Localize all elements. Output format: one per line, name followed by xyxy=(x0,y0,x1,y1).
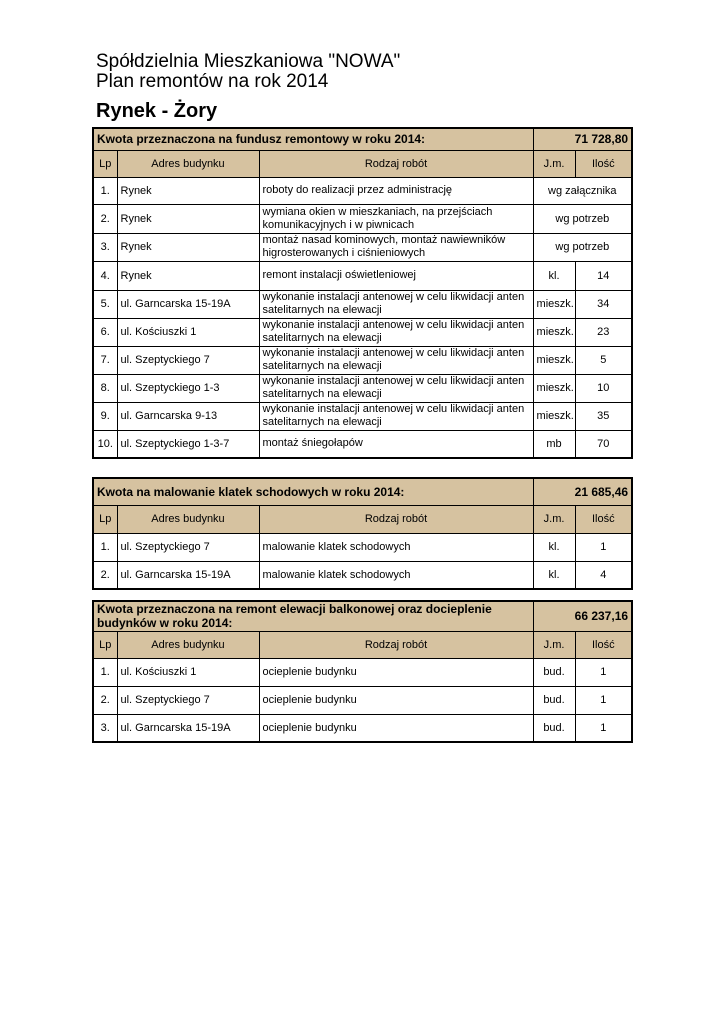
cell-ilosc: 70 xyxy=(575,430,632,458)
organization-name: Spółdzielnia Mieszkaniowa "NOWA" xyxy=(96,51,401,72)
column-header-row xyxy=(93,150,632,177)
cell-jm: wg załącznika xyxy=(533,177,632,204)
section-title-row xyxy=(93,601,632,631)
cell-jm: mieszk. xyxy=(533,346,575,374)
section-title: Kwota na malowanie klatek schodowych w roku 2014: xyxy=(93,478,533,505)
cell-rodzaj: malowanie klatek schodowych xyxy=(259,533,533,561)
cell-lp: 1. xyxy=(93,533,117,561)
table-row xyxy=(93,318,632,346)
cell-rodzaj: montaż nasad kominowych, montaż nawiewników higrosterowanych i ciśnieniowych xyxy=(259,233,533,261)
cell-lp: 9. xyxy=(93,402,117,430)
cell-ilosc: 1 xyxy=(575,658,632,686)
cell-ilosc: 4 xyxy=(575,561,632,589)
cell-adres: ul. Szeptyckiego 1-3 xyxy=(117,374,259,402)
cell-ilosc: 35 xyxy=(575,402,632,430)
cell-jm: mieszk. xyxy=(533,374,575,402)
section-table-fundusz-remontowy xyxy=(92,127,633,459)
table-row xyxy=(93,290,632,318)
cell-lp: 3. xyxy=(93,714,117,742)
section-title: Kwota przeznaczona na fundusz remontowy w roku 2014: xyxy=(93,128,533,150)
cell-ilosc: 34 xyxy=(575,290,632,318)
cell-adres: Rynek xyxy=(117,204,259,233)
cell-jm: mieszk. xyxy=(533,318,575,346)
cell-adres: ul. Garncarska 9-13 xyxy=(117,402,259,430)
cell-lp: 6. xyxy=(93,318,117,346)
cell-rodzaj: ocieplenie budynku xyxy=(259,686,533,714)
table-row xyxy=(93,533,632,561)
cell-rodzaj: ocieplenie budynku xyxy=(259,714,533,742)
section-amount: 66 237,16 xyxy=(533,601,632,631)
cell-lp: 10. xyxy=(93,430,117,458)
cell-adres: ul. Kościuszki 1 xyxy=(117,318,259,346)
cell-lp: 8. xyxy=(93,374,117,402)
cell-ilosc: 10 xyxy=(575,374,632,402)
col-header-ilosc: Ilość xyxy=(575,505,632,533)
column-header-row xyxy=(93,505,632,533)
col-header-adres: Adres budynku xyxy=(117,505,259,533)
cell-adres: ul. Szeptyckiego 7 xyxy=(117,346,259,374)
table-row xyxy=(93,346,632,374)
section-table-elewacja-docieplenie xyxy=(92,600,633,743)
cell-rodzaj: wykonanie instalacji antenowej w celu likwidacji anten satelitarnych na elewacji xyxy=(259,318,533,346)
section-title-row xyxy=(93,478,632,505)
cell-ilosc: 14 xyxy=(575,261,632,290)
cell-rodzaj: wykonanie instalacji antenowej w celu likwidacji anten satelitarnych na elewacji xyxy=(259,374,533,402)
col-header-jm: J.m. xyxy=(533,505,575,533)
section-title: Kwota przeznaczona na remont elewacji balkonowej oraz docieplenie budynków w roku 2014: xyxy=(93,601,533,631)
table-row xyxy=(93,686,632,714)
col-header-ilosc: Ilość xyxy=(575,631,632,658)
cell-rodzaj: wykonanie instalacji antenowej w celu likwidacji anten satelitarnych na elewacji xyxy=(259,346,533,374)
cell-ilosc: 1 xyxy=(575,686,632,714)
col-header-lp: Lp xyxy=(93,631,117,658)
plan-title: Plan remontów na rok 2014 xyxy=(96,71,329,92)
cell-ilosc: 1 xyxy=(575,533,632,561)
cell-jm: kl. xyxy=(533,261,575,290)
table-row xyxy=(93,658,632,686)
table-row xyxy=(93,374,632,402)
col-header-adres: Adres budynku xyxy=(117,150,259,177)
col-header-rodzaj: Rodzaj robót xyxy=(259,150,533,177)
cell-jm: mieszk. xyxy=(533,290,575,318)
cell-lp: 2. xyxy=(93,204,117,233)
cell-rodzaj: montaż śniegołapów xyxy=(259,430,533,458)
cell-rodzaj: roboty do realizacji przez administrację xyxy=(259,177,533,204)
table-row xyxy=(93,402,632,430)
cell-rodzaj: ocieplenie budynku xyxy=(259,658,533,686)
cell-jm: bud. xyxy=(533,658,575,686)
cell-jm: wg potrzeb xyxy=(533,233,632,261)
section-amount: 71 728,80 xyxy=(533,128,632,150)
cell-jm: mb xyxy=(533,430,575,458)
cell-jm: bud. xyxy=(533,686,575,714)
cell-adres: ul. Garncarska 15-19A xyxy=(117,290,259,318)
col-header-jm: J.m. xyxy=(533,150,575,177)
location-title: Rynek - Żory xyxy=(96,100,218,122)
cell-rodzaj: malowanie klatek schodowych xyxy=(259,561,533,589)
cell-lp: 2. xyxy=(93,561,117,589)
cell-rodzaj: remont instalacji oświetleniowej xyxy=(259,261,533,290)
section-table-malowanie-klatek xyxy=(92,477,633,590)
cell-jm: wg potrzeb xyxy=(533,204,632,233)
col-header-rodzaj: Rodzaj robót xyxy=(259,505,533,533)
cell-rodzaj: wymiana okien w mieszkaniach, na przejściach komunikacyjnych i w piwnicach xyxy=(259,204,533,233)
table-row xyxy=(93,430,632,458)
cell-ilosc: 1 xyxy=(575,714,632,742)
col-header-lp: Lp xyxy=(93,505,117,533)
table-row xyxy=(93,561,632,589)
section-amount: 21 685,46 xyxy=(533,478,632,505)
table-row xyxy=(93,204,632,233)
section-title-row xyxy=(93,128,632,150)
cell-lp: 3. xyxy=(93,233,117,261)
cell-adres: ul. Garncarska 15-19A xyxy=(117,714,259,742)
cell-adres: Rynek xyxy=(117,233,259,261)
cell-adres: ul. Szeptyckiego 7 xyxy=(117,533,259,561)
cell-jm: kl. xyxy=(533,561,575,589)
cell-lp: 1. xyxy=(93,658,117,686)
cell-rodzaj: wykonanie instalacji antenowej w celu likwidacji anten satelitarnych na elewacji xyxy=(259,402,533,430)
col-header-jm: J.m. xyxy=(533,631,575,658)
col-header-rodzaj: Rodzaj robót xyxy=(259,631,533,658)
cell-lp: 5. xyxy=(93,290,117,318)
cell-adres: ul. Szeptyckiego 7 xyxy=(117,686,259,714)
cell-adres: Rynek xyxy=(117,177,259,204)
cell-jm: kl. xyxy=(533,533,575,561)
col-header-ilosc: Ilość xyxy=(575,150,632,177)
cell-adres: Rynek xyxy=(117,261,259,290)
col-header-adres: Adres budynku xyxy=(117,631,259,658)
cell-jm: bud. xyxy=(533,714,575,742)
cell-adres: ul. Szeptyckiego 1-3-7 xyxy=(117,430,259,458)
cell-adres: ul. Kościuszki 1 xyxy=(117,658,259,686)
col-header-lp: Lp xyxy=(93,150,117,177)
cell-jm: mieszk. xyxy=(533,402,575,430)
cell-lp: 1. xyxy=(93,177,117,204)
document-header xyxy=(96,52,400,122)
cell-lp: 2. xyxy=(93,686,117,714)
cell-rodzaj: wykonanie instalacji antenowej w celu likwidacji anten satelitarnych na elewacji xyxy=(259,290,533,318)
cell-lp: 7. xyxy=(93,346,117,374)
cell-ilosc: 5 xyxy=(575,346,632,374)
table-row xyxy=(93,714,632,742)
table-row xyxy=(93,233,632,261)
cell-ilosc: 23 xyxy=(575,318,632,346)
table-row xyxy=(93,177,632,204)
cell-adres: ul. Garncarska 15-19A xyxy=(117,561,259,589)
table-row xyxy=(93,261,632,290)
column-header-row xyxy=(93,631,632,658)
cell-lp: 4. xyxy=(93,261,117,290)
